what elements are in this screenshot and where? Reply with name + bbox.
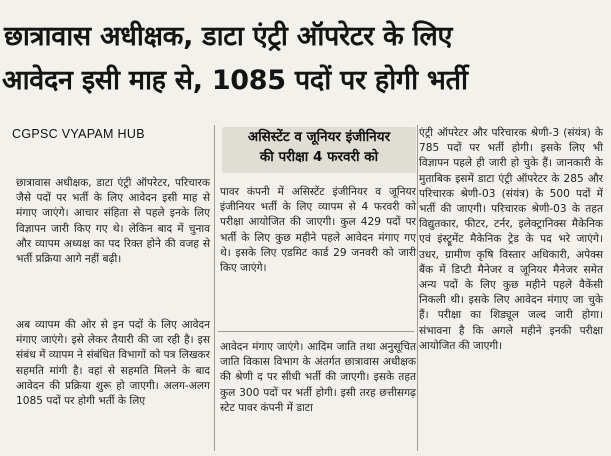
subheadline-line-2: की परीक्षा 4 फरवरी को	[259, 149, 379, 165]
subheadline-line-1: असिस्टेंट व जूनियर इंजीनियर	[247, 129, 391, 145]
article-column-1-part-1: छात्रावास अधीक्षक, डाटा एंट्री ऑपरेटर, परिचारक जैसे पदों पर भर्ती के लिए आवेदन इसी माह से मंगाए जाएंगे। आचार संहिता से पहले इनके लिए विज्ञापन जारी किए गए थे। लेकिन बाद में चुनाव और व्यापम अध्यक्ष का पद रिक्त होने की वजह से भर्ती प्रक्रिया आगे नहीं बढ़ी।	[16, 177, 210, 266]
article-column-3: एंट्री ऑपरेटर और परिचारक श्रेणी-3 (संयंत्र) के 785 पदों पर भर्ती होगी। इसके लिए भी विज्ञापन पहले ही जारी हो चुके हैं। जानकारी के मुताबिक इसमें डाटा एंट्री ऑपरेटर के 285 और परिचारक श्रेणी-03 (संयंत्र) के 500 पदों में भर्ती की जाएगी। परिचारक श्रेणी-03 के तहत विद्युतकार, फीटर, टर्नर, इलेक्ट्रानिक्स मैकेनिक एवं इंस्ट्रूमेंट मैकेनिक ट्रेड के पद भरे जाएंगे। उधर, ग्रामीण कृषि विस्तार अधिकारी, अपेक्स बैंक में डिप्टी मैनेजर व जूनियर मैनेजर समेत अन्य पदों के लिए कुछ महीने पहले वैकेंसी निकली थी। इसके लिए आवेदन मंगाए जा चुके हैं। परीक्षा का शिड्यूल जल्द जारी होगा। संभावना है कि अगले महीने इनकी परीक्षा आयोजित की जाएगी।	[419, 127, 603, 352]
article-column-1-part-2: अब व्यापम की ओर से इन पदों के लिए आवेदन मंगाए जाएंगे। इसे लेकर तैयारी की जा रही है। इस संबंध में व्यापम ने संबंधित विभागों को पत्र लिखकर सहमति मांगी है। वहां से सहमति मिलने के बाद आवेदन की प्रक्रिया शुरू हो जाएगी। अलग-अलग 1085 पदों पर होगी भर्ती के लिए	[16, 319, 210, 408]
headline-line-1: छात्रावास अधीक्षक, डाटा एंट्री ऑपरेटर के लिए	[4, 21, 453, 52]
column-rule-left	[214, 125, 215, 451]
article-column-2-part-2: आवेदन मंगाए जाएंगे। आदिम जाति तथा अनुसूचित जाति विकास विभाग के अंतर्गत छात्रावास अधीक्षक की श्रेणी द पर सीधी भर्ती की जाएगी। इसके तहत कुल 300 पदों पर भर्ती होगी। इसी तरह छत्तीसगढ़ स्टेट पावर कंपनी में डाटा	[220, 341, 416, 414]
source-tag: CGPSC VYAPAM HUB	[12, 127, 145, 141]
headline-line-2: आवेदन इसी माह से, 1085 पदों पर होगी भर्ती	[2, 65, 468, 96]
article-column-2-part-1: पावर कंपनी में असिस्टेंट इंजीनियर व जूनियर इंजीनियर भर्ती के लिए व्यापम से 4 फरवरी को परीक्षा आयोजित की जाएगी। कुल 429 पदों पर भर्ती के लिए कुछ महीने पहले आवेदन मंगाए गए थे। इसके लिए एडमिट कार्ड 29 जनवरी को जारी किए जाएंगे।	[220, 186, 416, 275]
column-rule-right	[417, 125, 418, 451]
subheadline-box	[222, 127, 416, 173]
column-rule-middle	[218, 331, 414, 332]
